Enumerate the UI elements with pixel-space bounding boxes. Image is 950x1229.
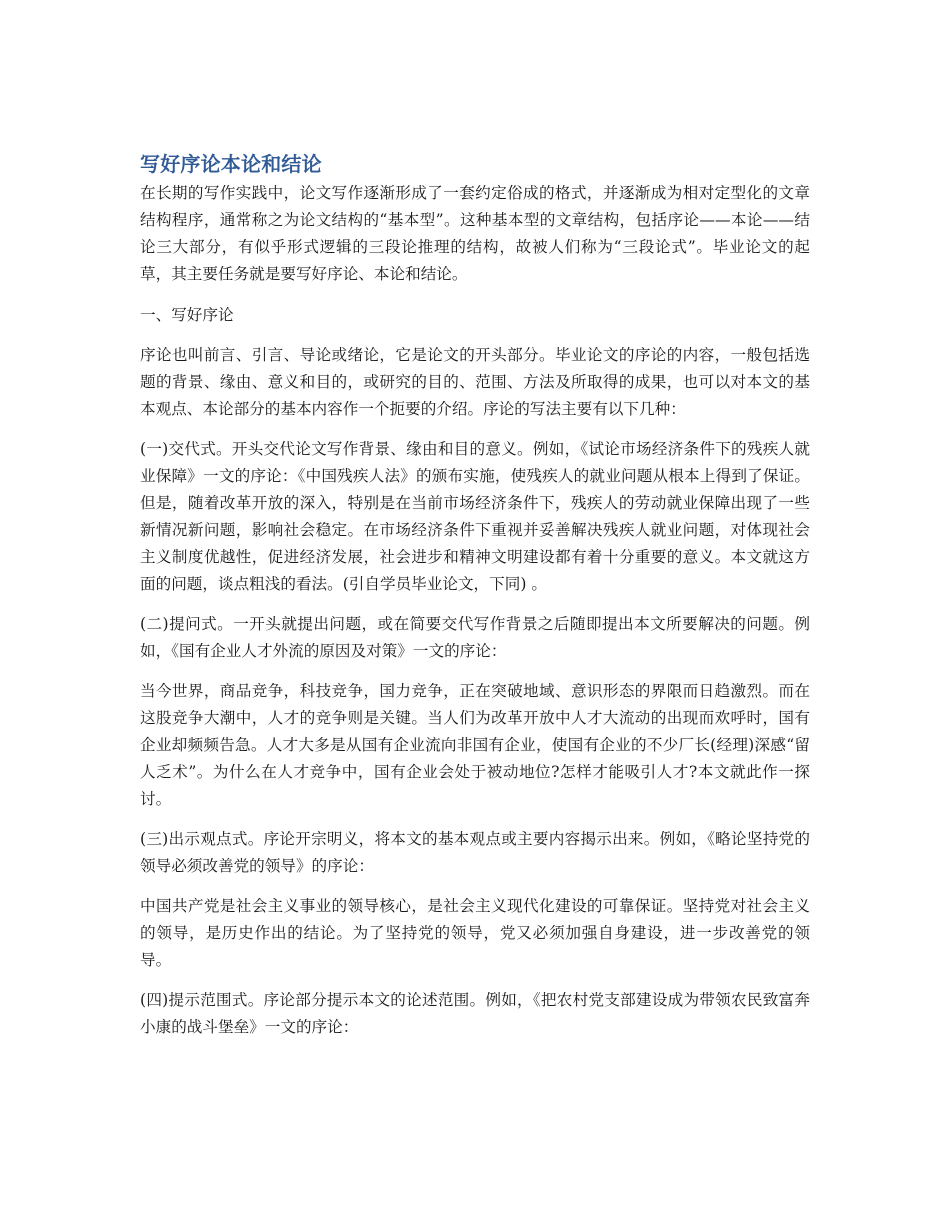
example-paragraph: 中国共产党是社会主义事业的领导核心，是社会主义现代化建设的可靠保证。坚持党对社会主义的领导，是历史作出的结论。为了坚持党的领导，党又必须加强自身建设，进一步改善党的领导。 bbox=[140, 897, 810, 969]
body-paragraph: 序论也叫前言、引言、导论或绪论，它是论文的开头部分。毕业论文的序论的内容，一般包括选题的背景、缘由、意义和目的，或研究的目的、范围、方法及所取得的成果，也可以对本文的基本观点、本论部分的基本内容作一个扼要的介绍。序论的写法主要有以下几种： bbox=[140, 346, 810, 418]
body-paragraph: (三)出示观点式。序论开宗明义，将本文的基本观点或主要内容揭示出来。例如，《略论坚持党的领导必须改善党的领导》的序论： bbox=[140, 830, 810, 875]
body-paragraph: (四)提示范围式。序论部分提示本文的论述范围。例如，《把农村党支部建设成为带领农民致富奔小康的战斗堡垒》一文的序论： bbox=[140, 991, 810, 1036]
intro-paragraph: 在长期的写作实践中，论文写作逐渐形成了一套约定俗成的格式，并逐渐成为相对定型化的文章结构程序，通常称之为论文结构的“基本型”。这种基本型的文章结构，包括序论——本论——结论三大部分，有似乎形式逻辑的三段论推理的结构，故被人们称为“三段论式”。毕业论文的起草，其主要任务就是要写好序论、本论和结论。 bbox=[140, 184, 810, 283]
document-title: 写好序论本论和结论 bbox=[140, 152, 322, 176]
body-paragraph: (二)提问式。一开头就提出问题，或在简要交代写作背景之后随即提出本文所要解决的问题。例如，《国有企业人才外流的原因及对策》一文的序论： bbox=[140, 615, 810, 660]
body-paragraph: (一)交代式。开头交代论文写作背景、缘由和目的意义。例如，《试论市场经济条件下的残疾人就业保障》一文的序论：《中国残疾人法》的颁布实施，使残疾人的就业问题从根本上得到了保证。但是，随着改革开放的深入，特别是在当前市场经济条件下，残疾人的劳动就业保障出现了一些新情况新问题，影响社会稳定。在市场经济条件下重视并妥善解决残疾人就业问题，对体现社会主义制度优越性，促进经济发展，社会进步和精神文明建设都有着十分重要的意义。本文就这方面的问题，谈点粗浅的看法。(引自学员毕业论文，下同) 。 bbox=[140, 440, 810, 593]
section-heading: 一、写好序论 bbox=[140, 306, 234, 324]
document-page bbox=[140, 150, 810, 1054]
example-paragraph: 当今世界，商品竞争，科技竞争，国力竞争，正在突破地域、意识形态的界限而日趋激烈。而在这股竞争大潮中，人才的竞争则是关键。当人们为改革开放中人才大流动的出现而欢呼时，国有企业却频频告急。人才大多是从国有企业流向非国有企业，使国有企业的不少厂长(经理)深感“留人乏术”。为什么在人才竞争中，国有企业会处于被动地位?怎样才能吸引人才?本文就此作一探讨。 bbox=[140, 682, 810, 808]
